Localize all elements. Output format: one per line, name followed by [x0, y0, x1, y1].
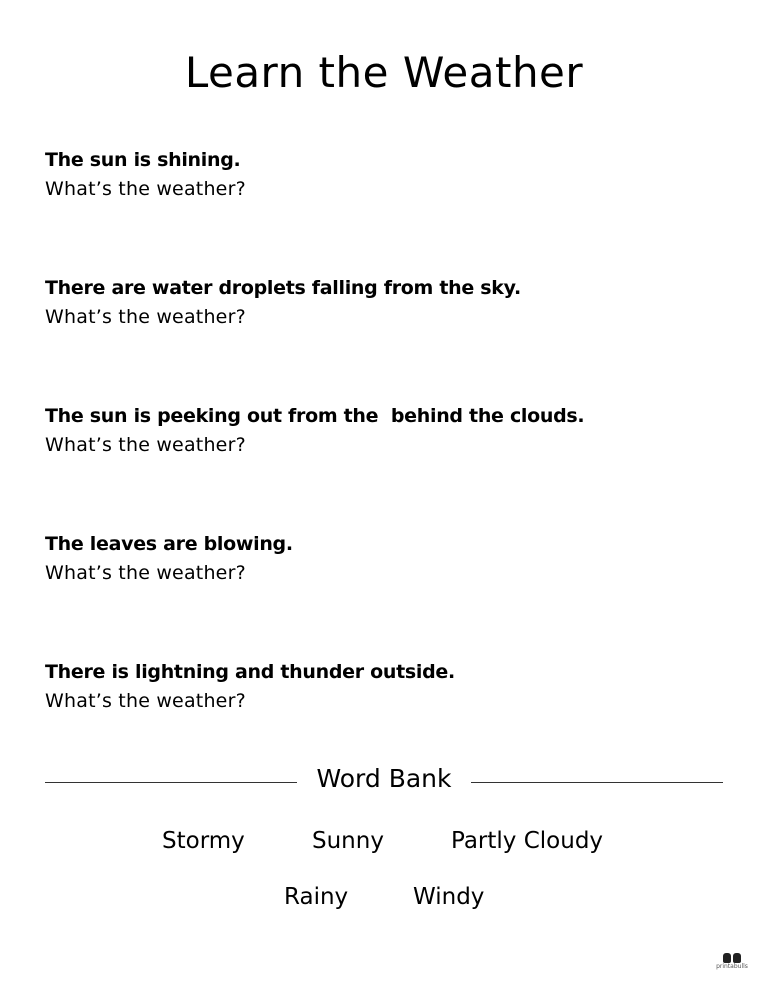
logo-brand-text: printabulls — [716, 963, 748, 970]
word-bank-item: Rainy — [284, 884, 349, 910]
question-prompt: What’s the weather? — [45, 562, 246, 584]
printabulls-logo — [712, 953, 752, 971]
question-prompt: What’s the weather? — [45, 690, 246, 712]
question-4 — [45, 530, 293, 588]
question-statement: The leaves are blowing. — [45, 533, 293, 555]
word-bank-item: Partly Cloudy — [451, 828, 604, 854]
question-prompt: What’s the weather? — [45, 178, 246, 200]
question-3 — [45, 402, 584, 460]
question-statement: The sun is peeking out from the behind the clouds. — [45, 405, 585, 427]
word-bank-item: Sunny — [312, 828, 384, 854]
bulldog-logo-icon — [712, 953, 752, 963]
word-bank-title: Word Bank — [316, 764, 452, 793]
question-prompt: What’s the weather? — [45, 306, 246, 328]
word-bank-item: Stormy — [162, 828, 245, 854]
question-statement: There are water droplets falling from the sky. — [45, 277, 521, 299]
question-2 — [45, 274, 521, 332]
question-1 — [45, 146, 246, 204]
question-statement: There is lightning and thunder outside. — [45, 661, 455, 683]
word-bank-divider-left — [45, 782, 297, 783]
worksheet-title: Learn the Weather — [184, 48, 584, 97]
question-5 — [45, 658, 455, 716]
word-bank-item: Windy — [413, 884, 485, 910]
question-prompt: What’s the weather? — [45, 434, 246, 456]
word-bank-divider-right — [471, 782, 723, 783]
question-statement: The sun is shining. — [45, 149, 241, 171]
